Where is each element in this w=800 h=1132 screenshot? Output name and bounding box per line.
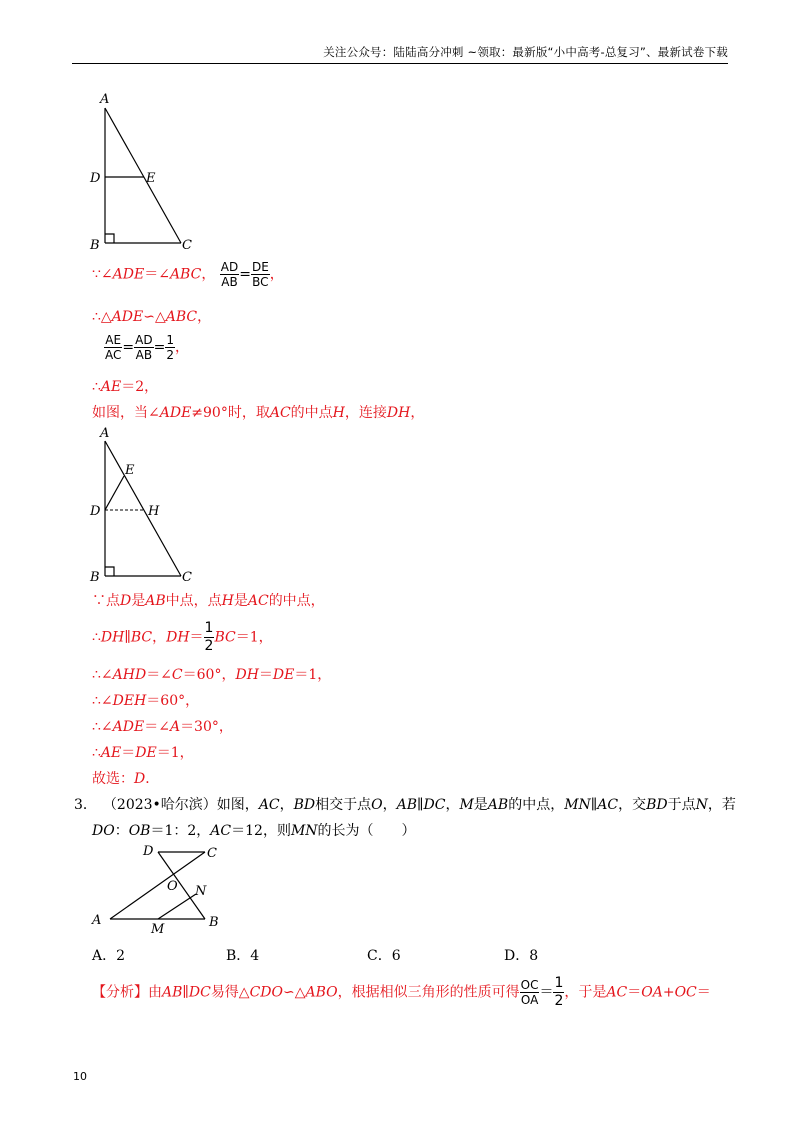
solution-line-10: ∴∠ADE＝∠A＝30°， <box>92 719 233 735</box>
solution-line-4: ∴AE＝2， <box>92 379 159 395</box>
label-B: B <box>90 238 100 253</box>
solution-line-11: ∴AE＝DE＝1， <box>92 745 194 761</box>
question-3-line-2: DO：OB＝1：2，AC＝12，则MN的长为（ ） <box>92 823 416 839</box>
label-M: M <box>151 922 165 935</box>
label-D: D <box>90 504 101 519</box>
label-B: B <box>209 915 219 930</box>
option-b[interactable]: B．4 <box>226 948 260 964</box>
solution-line-7: ∴DH∥BC，DH＝ $\frac{1}{2}$ BC＝1， <box>92 620 273 654</box>
label-D: D <box>143 844 154 859</box>
fraction-ad-ab-2: $\frac{AD}{AB}$ <box>135 333 153 362</box>
header-divider <box>72 63 728 64</box>
label-N: N <box>195 884 207 899</box>
fraction-one-half-2: $\frac{1}{2}$ <box>204 620 214 654</box>
option-c[interactable]: C．6 <box>367 948 401 964</box>
option-d[interactable]: D．8 <box>504 948 539 964</box>
solution-line-2: ∴△ADE∽△ABC， <box>92 309 212 325</box>
figure-triangle-2 <box>80 425 210 585</box>
solution-line-3: $\frac{AE}{AC}$ = $\frac{AD}{AB}$ = $\frac{1}{2}$ ， <box>105 333 189 362</box>
solution-line-1: ∵∠ADE＝∠ABC， $\frac{AD}{AB}$ = $\frac{DE}{BC}$ ， <box>92 260 284 289</box>
label-E: E <box>125 463 135 478</box>
solution-line-9: ∴∠DEH＝60°， <box>92 693 200 709</box>
label-A: A <box>100 92 110 107</box>
fraction-one-half-3: $\frac{1}{2}$ <box>554 975 564 1009</box>
figure-triangle-1 <box>80 90 210 255</box>
fraction-de-bc: $\frac{DE}{BC}$ <box>251 260 269 289</box>
label-B: B <box>90 570 100 585</box>
label-O: O <box>167 879 178 894</box>
solution-line-8: ∴∠AHD＝∠C＝60°，DH＝DE＝1， <box>92 667 332 683</box>
page-header: 关注公众号：陆陆高分冲刺 ~领取：最新版“小中高考-总复习”、最新试卷下载 <box>323 45 728 59</box>
solution-line-6: ∵点D是AB中点，点H是AC的中点， <box>92 593 325 609</box>
label-C: C <box>207 846 217 861</box>
fraction-oc-oa: $\frac{OC}{OA}$ <box>520 978 539 1007</box>
fraction-ae-ac: $\frac{AE}{AC}$ <box>105 333 122 362</box>
fraction-ad-ab: $\frac{AD}{AB}$ <box>220 260 239 289</box>
label-H: H <box>148 504 160 519</box>
fraction-one-half: $\frac{1}{2}$ <box>166 333 174 362</box>
label-C: C <box>182 238 192 253</box>
figure-parallel-lines <box>85 840 235 935</box>
label-D: D <box>90 171 101 186</box>
analysis-line: 【分析】由AB∥DC易得△CDO∽△ABO，根据相似三角形的性质可得 $\frac{OC}{OA}$ ＝ $\frac{1}{2}$ ，于是AC＝OA+OC＝ <box>92 975 711 1009</box>
label-E: E <box>146 171 156 186</box>
label-C: C <box>182 570 192 585</box>
label-A: A <box>100 426 110 441</box>
option-a[interactable]: A．2 <box>92 948 126 964</box>
label-A: A <box>92 913 102 928</box>
solution-line-5: 如图，当∠ADE≠90°时，取AC的中点H，连接DH， <box>92 405 425 421</box>
question-3-line-1: 3． （2023•哈尔滨）如图，AC，BD相交于点O，AB∥DC，M是AB的中点，MN∥AC，交BD于点N，若 <box>74 797 736 813</box>
solution-line-12: 故选：D． <box>92 771 160 787</box>
page-number: 10 <box>73 1070 87 1083</box>
